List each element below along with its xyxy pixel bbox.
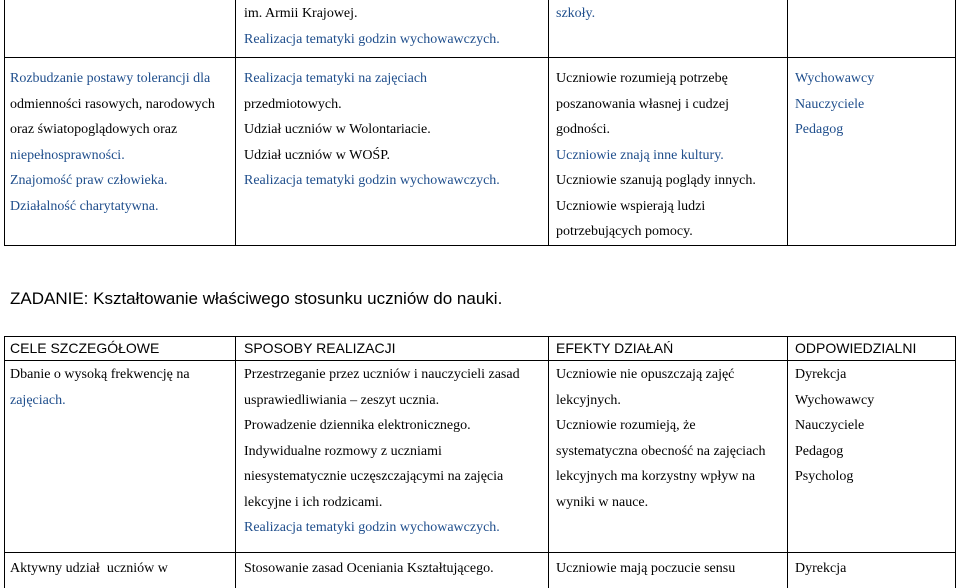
text-line: Realizacja tematyki godzin wychowawczych. xyxy=(244,173,500,188)
header-methods: SPOSOBY REALIZACJI xyxy=(244,340,396,356)
text-line: lekcyjnych. xyxy=(556,392,621,408)
bottom-table-divider-1 xyxy=(235,336,236,588)
text-line: niesystematycznie uczęszczającymi na zajęcia xyxy=(244,469,504,484)
row1-goals xyxy=(10,362,190,413)
header-goals: CELE SZCZEGÓŁOWE xyxy=(10,340,160,356)
text-line: Realizacja tematyki godzin wychowawczych. xyxy=(244,520,500,535)
top-row-methods xyxy=(244,66,500,194)
text-line: Realizacja tematyki godzin wychowawczych. xyxy=(244,31,500,47)
text-line: Uczniowie szanują poglądy innych. xyxy=(556,173,756,188)
text-line: im. Armii Krajowej. xyxy=(244,6,358,21)
row1-methods xyxy=(244,362,520,541)
text-line: systematyczna obecność na zajęciach xyxy=(556,443,766,459)
header-effects: EFEKTY DZIAŁAŃ xyxy=(556,340,674,356)
text-line: Udział uczniów w WOŚP. xyxy=(244,147,390,163)
row2-goals xyxy=(10,556,168,582)
top-row-responsible xyxy=(795,66,874,143)
text-line: odmienności rasowych, narodowych xyxy=(10,96,215,112)
row2-methods xyxy=(244,556,494,582)
text-line: Indywidualne rozmowy z uczniami xyxy=(244,443,442,459)
text-line: Uczniowie rozumieją, że xyxy=(556,418,696,433)
bottom-table-divider-2 xyxy=(548,336,549,588)
bottom-table-row-separator xyxy=(4,552,956,553)
text-line: Pedagog xyxy=(795,443,844,459)
text-line: Nauczyciele xyxy=(795,418,865,433)
top-continuation-col2 xyxy=(244,1,500,52)
row1-responsible xyxy=(795,362,874,490)
text-line: Stosowanie zasad Oceniania Kształtującego. xyxy=(244,561,494,576)
top-continuation-col4 xyxy=(556,1,595,27)
text-line: Znajomość praw człowieka. xyxy=(10,173,168,188)
text-line: Pedagog xyxy=(795,122,844,137)
top-table-divider-3 xyxy=(787,0,788,246)
top-table-divider-2 xyxy=(548,0,549,246)
text-line: Dbanie o wysoką frekwencję na xyxy=(10,367,190,382)
bottom-table-border-right xyxy=(955,336,956,588)
top-table-border-bottom xyxy=(4,245,956,246)
text-line: Prowadzenie dziennika elektronicznego. xyxy=(244,418,471,433)
bottom-table-divider-3 xyxy=(787,336,788,588)
text-line: Uczniowie nie opuszczają zajęć xyxy=(556,367,735,382)
top-table-border-right xyxy=(955,0,956,246)
top-row-effects xyxy=(556,66,756,245)
text-line: Udział uczniów w Wolontariacie. xyxy=(244,122,431,137)
text-line: przedmiotowych. xyxy=(244,96,342,112)
text-line: Przestrzeganie przez uczniów i nauczycieli zasad xyxy=(244,367,520,382)
row1-effects xyxy=(556,362,766,515)
top-table-border-left xyxy=(4,0,5,246)
text-line: Uczniowie znają inne kultury. xyxy=(556,147,724,163)
text-line: potrzebujących pomocy. xyxy=(556,224,693,239)
row2-effects xyxy=(556,556,735,582)
top-table-divider-1 xyxy=(235,0,236,246)
row2-responsible xyxy=(795,556,846,582)
text-line: poszanowania własnej i cudzej xyxy=(556,96,729,112)
text-line: Rozbudzanie postawy tolerancji dla xyxy=(10,71,211,86)
text-line: niepełnosprawności. xyxy=(10,147,125,163)
header-responsible: ODPOWIEDZIALNI xyxy=(795,340,917,356)
text-line: Dyrekcja xyxy=(795,561,847,576)
text-line: Nauczyciele xyxy=(795,96,865,112)
top-table-row-separator xyxy=(4,57,956,58)
text-line: Uczniowie rozumieją potrzebę xyxy=(556,71,728,86)
text-line: usprawiedliwiania – zeszyt ucznia. xyxy=(244,392,440,408)
text-line: szkoły. xyxy=(556,6,596,21)
text-line: lekcyjnych ma korzystny wpływ na xyxy=(556,469,756,484)
task-title: ZADANIE: Kształtowanie właściwego stosunku uczniów do nauki. xyxy=(10,289,503,308)
top-row-goals xyxy=(10,66,215,219)
text-line: lekcyjne i ich rodzicami. xyxy=(244,494,383,510)
text-line: Aktywny udział uczniów w xyxy=(10,561,168,576)
text-line: Uczniowie wspierają ludzi xyxy=(556,198,706,214)
text-line: Działalność charytatywna. xyxy=(10,198,159,214)
text-line: Realizacja tematyki na zajęciach xyxy=(244,71,428,86)
text-line: wyniki w nauce. xyxy=(556,494,649,510)
text-line: zajęciach. xyxy=(10,392,66,408)
text-line: godności. xyxy=(556,122,611,137)
text-line: Wychowawcy xyxy=(795,392,875,408)
text-line: oraz światopoglądowych oraz xyxy=(10,122,178,137)
text-line: Psycholog xyxy=(795,469,854,484)
text-line: Uczniowie mają poczucie sensu xyxy=(556,561,736,576)
text-line: Dyrekcja xyxy=(795,367,847,382)
bottom-table-header-separator xyxy=(4,360,956,361)
text-line: Wychowawcy xyxy=(795,71,875,86)
bottom-table-border-left xyxy=(4,336,5,588)
